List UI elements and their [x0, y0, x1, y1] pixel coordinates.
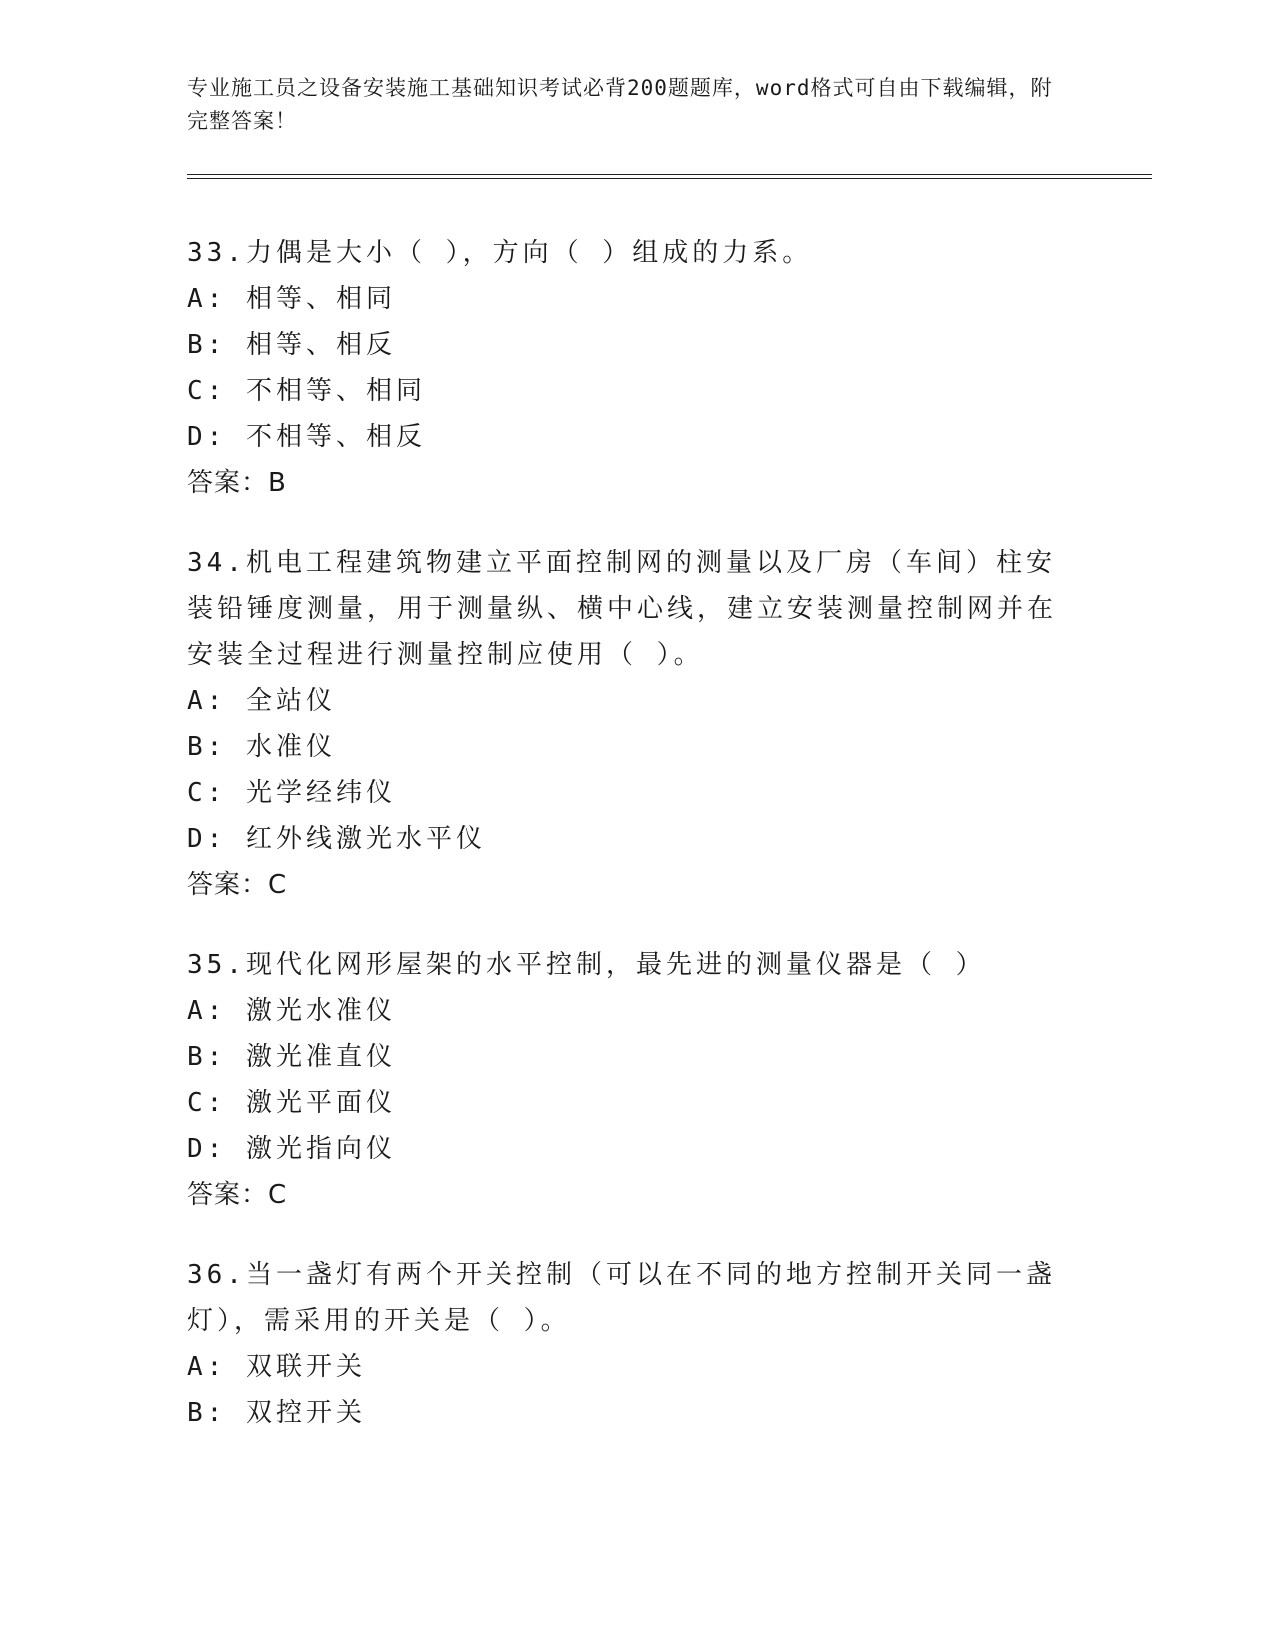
option-b: B: 双控开关 — [187, 1398, 366, 1428]
question-34 — [187, 540, 1147, 908]
option-d: D: 不相等、相反 — [187, 422, 426, 452]
option-b: B: 水准仪 — [187, 732, 336, 762]
option-a: A: 激光水准仪 — [187, 996, 396, 1026]
question-stem: 35.现代化网形屋架的水平控制，最先进的测量仪器是（ ） — [187, 950, 986, 980]
option-a: A: 双联开关 — [187, 1352, 366, 1382]
option-d: D: 激光指向仪 — [187, 1134, 396, 1164]
option-c: C: 光学经纬仪 — [187, 778, 396, 808]
question-36 — [187, 1252, 1147, 1436]
option-c: C: 激光平面仪 — [187, 1088, 396, 1118]
answer-line: 答案：C — [187, 870, 288, 900]
document-page — [187, 72, 1147, 1428]
document-header: 专业施工员之设备安装施工基础知识考试必背200题题库，word格式可自由下载编辑，附完整答案！ — [187, 76, 1053, 133]
option-d: D: 红外线激光水平仪 — [187, 824, 486, 854]
question-stem: 34.机电工程建筑物建立平面控制网的测量以及厂房（车间）柱安装铅锤度测量，用于测量纵、横中心线，建立安装测量控制网并在安装全过程进行测量控制应使用（ ）。 — [187, 548, 1058, 670]
question-stem: 36.当一盏灯有两个开关控制（可以在不同的地方控制开关同一盏灯），需采用的开关是（ ）。 — [187, 1260, 1056, 1336]
answer-line: 答案：C — [187, 1180, 288, 1210]
question-list — [187, 230, 1147, 1470]
option-b: B: 激光准直仪 — [187, 1042, 396, 1072]
question-stem: 33.力偶是大小（ ），方向（ ）组成的力系。 — [187, 238, 813, 268]
header-divider — [187, 174, 1152, 179]
option-b: B: 相等、相反 — [187, 330, 396, 360]
question-35 — [187, 942, 1147, 1218]
option-a: A: 相等、相同 — [187, 284, 396, 314]
option-c: C: 不相等、相同 — [187, 376, 426, 406]
question-33 — [187, 230, 1147, 506]
answer-line: 答案：B — [187, 468, 287, 498]
option-a: A: 全站仪 — [187, 686, 336, 716]
